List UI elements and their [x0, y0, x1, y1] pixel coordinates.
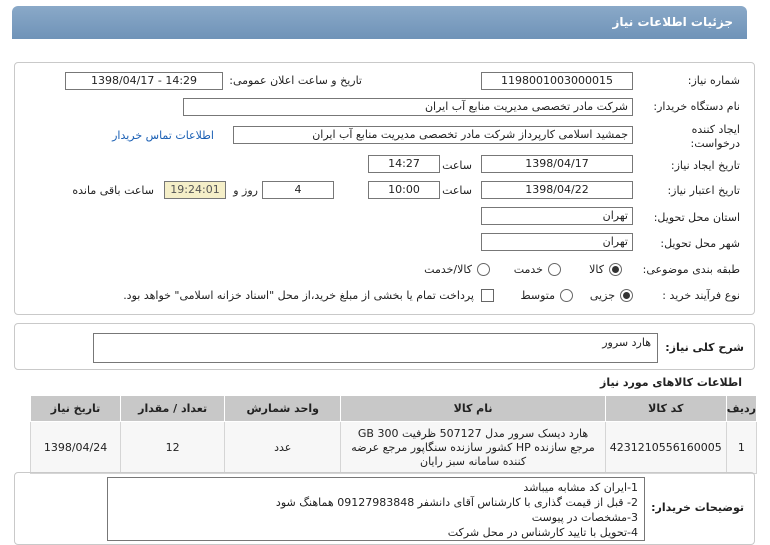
- creator-label-1: ایجاد کننده: [691, 123, 740, 136]
- valid-date-field[interactable]: 1398/04/22: [481, 181, 633, 199]
- row-unit: عدد: [225, 422, 341, 474]
- goods-table: [30, 395, 757, 474]
- need-number-field[interactable]: 1198001003000015: [481, 72, 633, 90]
- created-time-label: ساعت: [442, 159, 472, 172]
- category-option-service: خدمت: [513, 263, 543, 276]
- notes-line: 3-مشخصات در پیوست: [531, 511, 638, 524]
- row-name: هارد دیسک سرور مدل 507127 ظرفیت GB 300 مرجع سازنده HP کشور سازنده سنگاپور مرجع عرضه کننده سامانه سبز رایان: [341, 422, 605, 474]
- row-date: 1398/04/24: [31, 422, 121, 474]
- col-code: کد کالا: [605, 396, 726, 422]
- page-title: جزئیات اطلاعات نیاز: [612, 15, 733, 29]
- city-label: شهر محل تحویل:: [660, 237, 740, 250]
- category-radio-goods-service[interactable]: [477, 263, 490, 276]
- need-details-panel: [14, 62, 755, 315]
- province-label: استان محل تحویل:: [653, 211, 740, 224]
- row-index: 1: [726, 422, 756, 474]
- remaining-label: ساعت باقی مانده: [72, 184, 154, 197]
- col-date: تاریخ نیاز: [31, 396, 121, 422]
- table-row: [31, 422, 757, 474]
- created-date-field[interactable]: 1398/04/17: [481, 155, 633, 173]
- category-radio-goods[interactable]: [609, 263, 622, 276]
- notes-field[interactable]: [107, 477, 645, 541]
- valid-time-field[interactable]: 10:00: [368, 181, 440, 199]
- process-label: نوع فرآیند خرید :: [662, 289, 740, 302]
- city-field[interactable]: تهران: [481, 233, 633, 251]
- announce-label: تاریخ و ساعت اعلان عمومی:: [229, 74, 362, 87]
- category-label: طبقه بندی موضوعی:: [642, 263, 740, 276]
- need-number-label: شماره نیاز:: [687, 74, 740, 87]
- process-option-medium: متوسط: [520, 289, 555, 302]
- row-qty: 12: [121, 422, 225, 474]
- category-radio-service[interactable]: [548, 263, 561, 276]
- notes-line: 4-تحویل با تایید کارشناس در محل شرکت: [447, 526, 638, 539]
- valid-time-label: ساعت: [442, 184, 472, 197]
- col-name: نام کالا: [341, 396, 605, 422]
- created-time-field[interactable]: 14:27: [368, 155, 440, 173]
- notes-label: توضیحات خریدار:: [651, 501, 744, 514]
- description-label: شرح کلی نیاز:: [665, 341, 744, 354]
- countdown-timer: 19:24:01: [164, 181, 226, 199]
- creator-label-2: درخواست:: [690, 137, 740, 150]
- notes-section: [14, 472, 755, 545]
- buyer-label: نام دستگاه خریدار:: [653, 100, 740, 113]
- category-option-goods-service: کالا/خدمت: [424, 263, 472, 276]
- process-radio-minor[interactable]: [620, 289, 633, 302]
- col-unit: واحد شمارش: [225, 396, 341, 422]
- page-header: [12, 6, 747, 39]
- treasury-payment-checkbox[interactable]: [481, 289, 494, 302]
- valid-date-label: تاریخ اعتبار نیاز:: [667, 184, 740, 197]
- announce-field[interactable]: 1398/04/17 - 14:29: [65, 72, 223, 90]
- process-option-minor: جزیی: [589, 289, 615, 302]
- treasury-payment-text: پرداخت تمام یا بخشی از مبلغ خرید،از محل "اسناد خزانه اسلامی" خواهد بود.: [123, 289, 474, 302]
- process-radio-medium[interactable]: [560, 289, 573, 302]
- creator-field[interactable]: جمشید اسلامی کارپرداز شرکت مادر تخصصی مدیریت منابع آب ایران: [233, 126, 633, 144]
- created-date-label: تاریخ ایجاد نیاز:: [670, 159, 740, 172]
- days-and-label: روز و: [233, 184, 258, 197]
- category-option-goods: کالا: [589, 263, 604, 276]
- description-field[interactable]: هارد سرور: [93, 333, 658, 363]
- goods-section-title: اطلاعات کالاهای مورد نیاز: [600, 376, 742, 389]
- buyer-field[interactable]: شرکت مادر تخصصی مدیریت منابع آب ایران: [183, 98, 633, 116]
- notes-line: 1-ایران کد مشابه میباشد: [523, 481, 638, 494]
- days-field[interactable]: 4: [262, 181, 334, 199]
- province-field[interactable]: تهران: [481, 207, 633, 225]
- col-qty: تعداد / مقدار: [121, 396, 225, 422]
- col-index: ردیف: [726, 396, 756, 422]
- row-code: 4231210556160005: [605, 422, 726, 474]
- goods-table-header: [31, 396, 757, 422]
- buyer-contact-link[interactable]: اطلاعات تماس خریدار: [112, 129, 214, 142]
- notes-line: 2- قبل از قیمت گذاری با کارشناس آقای دانشفر 09127983848 هماهنگ شود: [275, 496, 638, 509]
- description-section: [14, 323, 755, 370]
